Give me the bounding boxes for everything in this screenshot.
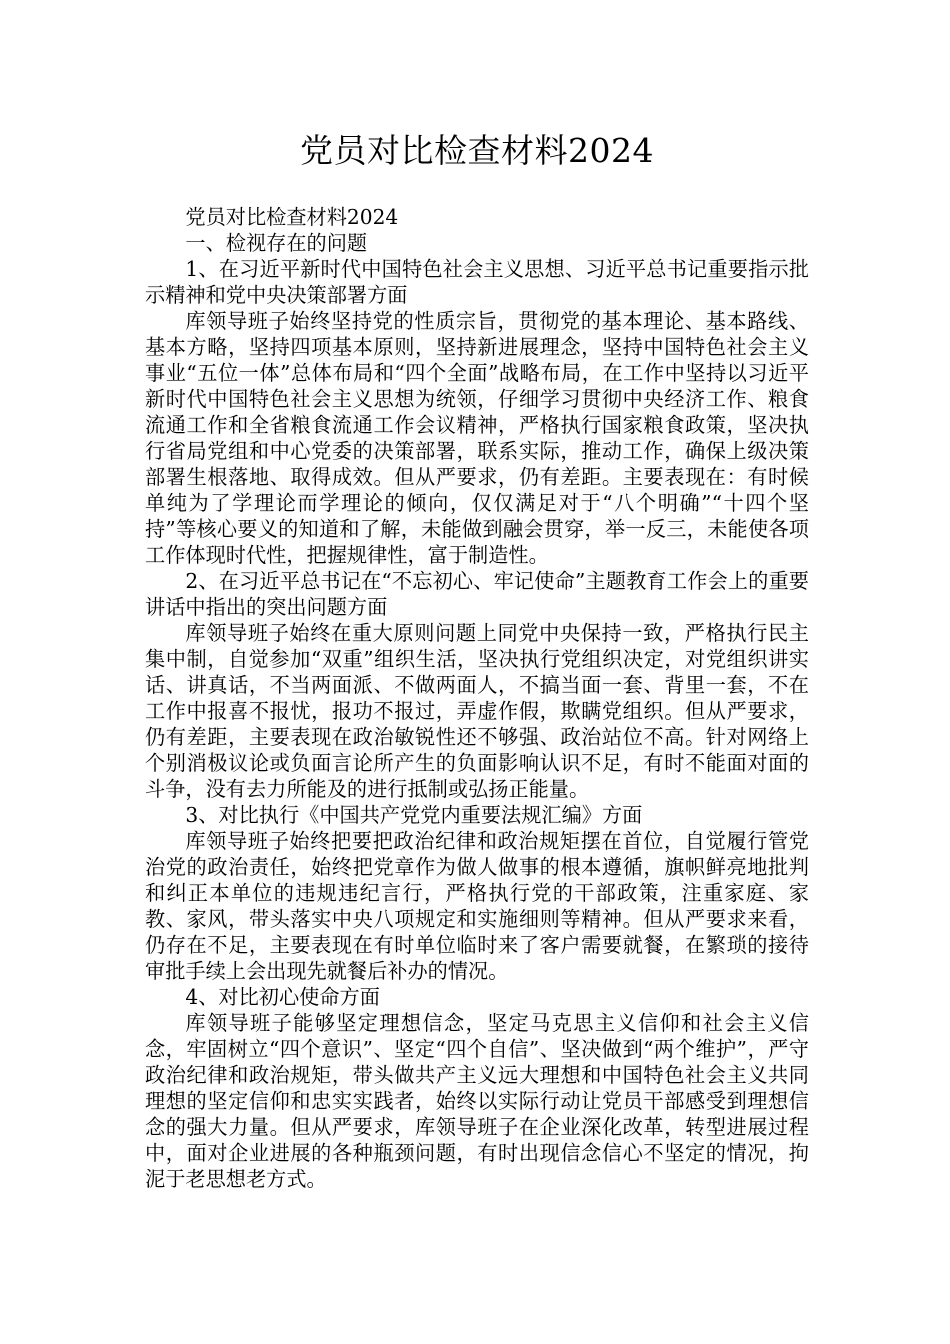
subsection-heading: 1、在习近平新时代中国特色社会主义思想、习近平总书记重要指示批示精神和党中央决策部署方面 (145, 257, 809, 307)
subsection-heading: 2、在习近平总书记在“不忘初心、牢记使命”主题教育工作会上的重要讲话中指出的突出问题方面 (145, 569, 809, 619)
section-heading: 一、检视存在的问题 (185, 231, 368, 255)
paragraph: 库领导班子能够坚定理想信念，坚定马克思主义信仰和社会主义信念，牢固树立“四个意识”、坚定“四个自信”、坚决做到“两个维护”，严守政治纪律和政治规矩，带头做共产主义远大理想和中国特色社会主义共同理想的坚定信仰和忠实实践者，始终以实际行动让党员干部感受到理想信念的强大力量。但从严要求，库领导班子在企业深化改革，转型进展过程中，面对企业进展的各种瓶颈问题，有时出现信念信心不坚定的情况，拘泥于老思想老方式。 (145, 1011, 809, 1191)
document-body (145, 204, 809, 1192)
subsection-heading: 4、对比初心使命方面 (185, 985, 380, 1009)
paragraph: 党员对比检查材料2024 (185, 205, 399, 229)
paragraph: 库领导班子始终坚持党的性质宗旨，贯彻党的基本理论、基本路线、基本方略，坚持四项基本原则，坚持新进展理念，坚持中国特色社会主义事业“五位一体”总体布局和“四个全面”战略布局，在工作中坚持以习近平新时代中国特色社会主义思想为统领，仔细学习贯彻中央经济工作、粮食流通工作和全省粮食流通工作会议精神，严格执行国家粮食政策，坚决执行省局党组和中心党委的决策部署，联系实际，推动工作，确保上级决策部署生根落地、取得成效。但从严要求，仍有差距。主要表现在：有时候单纯为了学理论而学理论的倾向，仅仅满足对于“八个明确”“十四个坚持”等核心要义的知道和了解，未能做到融会贯穿，举一反三，未能使各项工作体现时代性，把握规律性，富于制造性。 (145, 309, 809, 567)
document-page (145, 128, 809, 1192)
paragraph: 库领导班子始终在重大原则问题上同党中央保持一致，严格执行民主集中制，自觉参加“双重”组织生活，坚决执行党组织决定，对党组织讲实话、讲真话，不当两面派、不做两面人，不搞当面一套、背里一套，不在工作中报喜不报忧，报功不报过，弄虚作假，欺瞒党组织。但从严要求，仍有差距，主要表现在政治敏锐性还不够强、政治站位不高。针对网络上个别消极议论或负面言论所产生的负面影响认识不足，有时不能面对面的斗争，没有去力所能及的进行抵制或弘扬正能量。 (145, 621, 809, 801)
document-title: 党员对比检查材料2024 (300, 131, 654, 170)
subsection-heading: 3、对比执行《中国共产党党内重要法规汇编》方面 (185, 803, 643, 827)
paragraph: 库领导班子始终把要把政治纪律和政治规矩摆在首位，自觉履行管党治党的政治责任，始终把党章作为做人做事的根本遵循，旗帜鲜亮地批判和纠正本单位的违规违纪言行，严格执行党的干部政策，注重家庭、家教、家风，带头落实中央八项规定和实施细则等精神。但从严要求来看，仍存在不足，主要表现在有时单位临时来了客户需要就餐，在繁琐的接待审批手续上会出现先就餐后补办的情况。 (145, 829, 809, 983)
